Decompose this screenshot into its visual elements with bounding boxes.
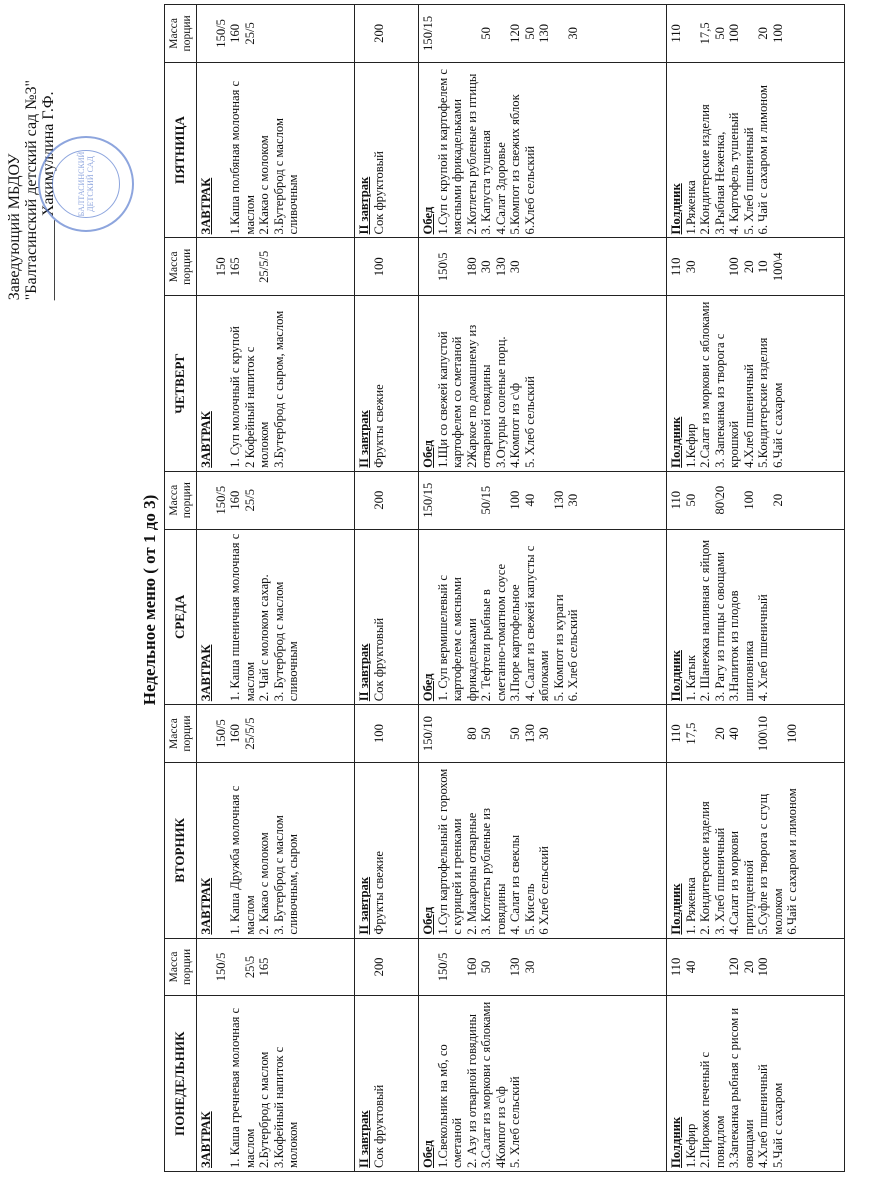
dish-cell-thursday bbox=[355, 296, 419, 472]
dish-cell-wednesday bbox=[419, 529, 667, 705]
mass-value bbox=[465, 475, 480, 526]
dish-cell-friday bbox=[667, 62, 845, 238]
mass-value bbox=[199, 8, 214, 59]
mass-value bbox=[494, 8, 509, 59]
mass-value bbox=[199, 708, 214, 759]
dish-item: 4.Компот из с\ф bbox=[508, 382, 522, 468]
mass-value: 150\5 bbox=[435, 252, 450, 282]
dish-cell-friday bbox=[355, 62, 419, 238]
meal-section-label: Обед bbox=[421, 206, 435, 235]
mass-cell-wednesday bbox=[667, 471, 845, 529]
approval-line-2: "Балтасинский детский сад №3" bbox=[23, 80, 40, 301]
dish-item: 2.Кондитерские изделия bbox=[698, 104, 712, 235]
mass-value: 25/5 bbox=[242, 22, 257, 45]
dish-item: 3.Рыбная Неженка, bbox=[712, 131, 727, 235]
mass-value: 180 bbox=[464, 257, 479, 277]
mass-value: 50 bbox=[522, 27, 537, 40]
dish-item: Сок фруктовый bbox=[371, 1084, 386, 1168]
mass-value: 50 bbox=[683, 493, 698, 507]
dish-item: Сок фруктовый bbox=[371, 617, 386, 702]
dish-item: 3. Бутерброд с маслом сливочным bbox=[271, 581, 300, 702]
dish-item: 2. Шанежка наливная с яйцом bbox=[698, 539, 712, 702]
mass-value bbox=[450, 241, 465, 292]
mass-value: 30 bbox=[508, 260, 522, 274]
dish-item bbox=[214, 999, 229, 1168]
document-header bbox=[0, 0, 180, 1200]
dish-item: 6. Хлеб сельский bbox=[566, 609, 580, 702]
dish-item: 4.Салат из моркови припущенной bbox=[727, 830, 756, 935]
mass-value bbox=[450, 942, 465, 993]
dish-item: 2.Бутерброд с маслом bbox=[257, 1051, 271, 1168]
mass-value bbox=[552, 8, 567, 59]
meal-section-label: Обед bbox=[421, 673, 435, 702]
mass-value: 20 bbox=[741, 960, 756, 974]
header-day-friday: ПЯТНИЦА bbox=[165, 62, 197, 238]
mass-value bbox=[698, 942, 713, 993]
dish-cell-wednesday bbox=[197, 529, 355, 705]
mass-value: 20 bbox=[756, 27, 770, 40]
mass-cell-tuesday bbox=[355, 705, 419, 763]
mass-value: 50 bbox=[479, 27, 493, 40]
dish-item: 3.Пюре картофельное bbox=[508, 584, 522, 702]
mass-value: 50 bbox=[508, 727, 522, 740]
dish-item: 5.Компот из свежих яблок bbox=[508, 94, 522, 235]
mass-value: 150/10 bbox=[421, 716, 435, 752]
mass-value: 17,5 bbox=[683, 722, 698, 745]
dish-item: 6.Хлеб сельский bbox=[522, 145, 537, 235]
dish-cell-thursday bbox=[419, 296, 667, 472]
dish-item: Сок фруктовый bbox=[371, 151, 386, 235]
dish-item: 2. Макароны отварные bbox=[464, 812, 479, 935]
mass-value: 130 bbox=[493, 257, 508, 277]
mass-value: 200 bbox=[371, 490, 386, 510]
dish-item: 3.Бутерброд с маслом сливочным bbox=[271, 118, 300, 235]
mass-value: 160 bbox=[228, 724, 242, 744]
mass-value bbox=[436, 475, 451, 526]
dish-item: 1. Катык bbox=[683, 655, 698, 702]
mass-value: 110 bbox=[669, 490, 683, 510]
menu-row bbox=[667, 5, 845, 1172]
mass-value: 100\4 bbox=[770, 252, 785, 282]
header-day-tuesday: ВТОРНИК bbox=[165, 762, 197, 938]
mass-value: 20 bbox=[712, 727, 727, 740]
mass-value: 100 bbox=[371, 724, 386, 744]
header-day-wednesday: СРЕДА bbox=[165, 529, 197, 705]
mass-value: 165 bbox=[257, 957, 271, 977]
mass-cell-wednesday bbox=[197, 471, 355, 529]
meal-section-label: II завтрак bbox=[357, 876, 371, 935]
mass-value: 100 bbox=[371, 257, 386, 277]
mass-value bbox=[357, 475, 372, 526]
header-mass: Масса порции bbox=[165, 238, 197, 296]
dish-item: 5. Хлеб сельский bbox=[508, 1076, 522, 1168]
dish-item: 5. Хлеб сельский bbox=[522, 376, 537, 468]
mass-value: 100 bbox=[785, 724, 799, 744]
mass-value: 200 bbox=[371, 23, 386, 43]
dish-item: 1.Свекольник на мб, со сметаной bbox=[435, 1044, 464, 1168]
mass-value: 50/15 bbox=[479, 485, 493, 515]
mass-value bbox=[199, 942, 214, 993]
mass-value: 165 bbox=[228, 257, 242, 277]
mass-value: 25/5/5 bbox=[257, 250, 271, 283]
dish-item: 4Компот из с\ф bbox=[493, 1086, 508, 1168]
mass-value bbox=[357, 708, 372, 759]
mass-cell-friday bbox=[355, 5, 419, 63]
mass-value: 110 bbox=[669, 957, 683, 977]
dish-item: 2. Кондитерские изделия bbox=[698, 801, 712, 935]
dish-cell-friday bbox=[197, 62, 355, 238]
dish-item: 5.Суфле из творога с сгущ молоком bbox=[756, 793, 785, 935]
dish-item: 1.Суп с крупой и картофелем с мясными фрикадельками bbox=[435, 69, 464, 235]
mass-value: 10 bbox=[756, 260, 770, 274]
mass-value: 130 bbox=[537, 23, 551, 43]
mass-cell-monday bbox=[667, 938, 845, 996]
dish-item: 3.Запеканка рыбная с рисом и овощами bbox=[727, 1007, 756, 1168]
mass-value bbox=[357, 241, 372, 292]
mass-value: 160 bbox=[228, 490, 242, 510]
mass-value: 30 bbox=[522, 960, 537, 974]
mass-value bbox=[436, 708, 451, 759]
dish-item: 2. Чай с молоком сахар. bbox=[257, 574, 271, 702]
meal-section-label: ЗАВТРАК bbox=[199, 411, 213, 468]
mass-value bbox=[771, 708, 786, 759]
dish-item: 4.Салат Здоровье bbox=[493, 142, 508, 235]
mass-value: 25\5 bbox=[242, 955, 257, 979]
dish-item: 3.Бутерброд с сыром, маслом bbox=[271, 310, 286, 468]
dish-item: 6.Чай с сахаром bbox=[770, 382, 785, 468]
mass-value bbox=[228, 942, 243, 993]
mass-value: 160 bbox=[228, 23, 242, 43]
meal-section-label: Полдник bbox=[669, 883, 683, 935]
menu-row bbox=[197, 5, 355, 1172]
mass-value bbox=[494, 475, 509, 526]
dish-item: 5. Хлеб пшеничный bbox=[741, 127, 756, 235]
dish-item: 2. Азу из отварной говядины bbox=[464, 1013, 479, 1168]
mass-value: 80 bbox=[464, 727, 479, 740]
mass-value: 100 bbox=[727, 257, 741, 277]
mass-value: 40 bbox=[683, 960, 698, 974]
mass-value: 110 bbox=[669, 724, 683, 743]
dish-item: 2.Какао с молоком bbox=[257, 135, 271, 235]
mass-value bbox=[698, 241, 713, 292]
stamp-seal bbox=[38, 136, 134, 232]
mass-value: 100 bbox=[508, 490, 522, 510]
dish-item: 1. Ряженка bbox=[683, 877, 698, 935]
mass-value: 200 bbox=[371, 957, 386, 977]
dish-item: 3. Рагу из птицы с овощами bbox=[712, 552, 727, 702]
dish-cell-thursday bbox=[197, 296, 355, 472]
mass-cell-friday bbox=[419, 5, 667, 63]
mass-cell-wednesday bbox=[419, 471, 667, 529]
mass-value bbox=[494, 708, 509, 759]
mass-value: 100 bbox=[727, 23, 741, 43]
dish-cell-monday bbox=[419, 996, 667, 1172]
mass-value bbox=[756, 475, 771, 526]
mass-value bbox=[357, 8, 372, 59]
header-mass: Масса порции bbox=[165, 471, 197, 529]
meal-section-label: ЗАВТРАК bbox=[199, 644, 213, 702]
mass-value bbox=[713, 241, 728, 292]
dish-item: 1.Каша полбяная молочная с маслом bbox=[228, 80, 257, 235]
dish-cell-monday bbox=[197, 996, 355, 1172]
dish-item: 3. Капуста тушеная bbox=[479, 130, 493, 235]
mass-value: 120 bbox=[508, 23, 522, 43]
mass-value: 150/15 bbox=[421, 482, 435, 518]
dish-item: 4. Хлеб пшеничный bbox=[756, 594, 770, 702]
mass-value: 40 bbox=[522, 493, 537, 507]
dish-cell-friday bbox=[419, 62, 667, 238]
dish-item: 3. Котлеты рубленые из говядины bbox=[479, 808, 508, 935]
dish-item: 6 Хлеб сельский bbox=[537, 846, 551, 935]
dish-item: 1. Суп молочный с крупой bbox=[228, 326, 242, 468]
header-day-monday: ПОНЕДЕЛЬНИК bbox=[165, 996, 197, 1172]
dish-item: 4. Картофель тушеный bbox=[727, 112, 741, 235]
mass-value bbox=[436, 8, 451, 59]
dish-item: 3.Салат из моркови с яблоками bbox=[479, 1001, 493, 1168]
dish-item: 3.Кофейный напиток с молоком bbox=[271, 1046, 300, 1168]
mass-value: 20 bbox=[741, 260, 756, 274]
mass-cell-tuesday bbox=[419, 705, 667, 763]
mass-value: 25/5 bbox=[242, 488, 257, 512]
header-day-thursday: ЧЕТВЕРГ bbox=[165, 296, 197, 472]
dish-item bbox=[214, 533, 229, 702]
meal-section-label: Обед bbox=[421, 906, 435, 935]
dish-item: 6. Чай с сахаром и лимоном bbox=[756, 84, 770, 235]
dish-item: 3. Запеканка из творога с крошкой bbox=[712, 333, 741, 468]
dish-item: 1. Каша Дружба молочная с маслом bbox=[228, 785, 257, 935]
mass-value: 110 bbox=[669, 24, 683, 43]
mass-value: 30 bbox=[566, 493, 580, 507]
dish-item bbox=[214, 766, 229, 935]
dish-item: 1.Щи со свежей капустой картофелем со сметаной bbox=[435, 331, 464, 468]
mass-cell-monday bbox=[355, 938, 419, 996]
menu-row bbox=[419, 5, 667, 1172]
dish-item: 3.Огурцы соленые порц. bbox=[493, 336, 508, 468]
mass-value bbox=[494, 942, 509, 993]
mass-value: 150/15 bbox=[421, 15, 435, 51]
mass-value bbox=[199, 241, 214, 292]
mass-value bbox=[450, 8, 465, 59]
mass-value: 30 bbox=[683, 260, 698, 274]
dish-cell-tuesday bbox=[667, 762, 845, 938]
mass-cell-wednesday bbox=[355, 471, 419, 529]
mass-cell-thursday bbox=[419, 238, 667, 296]
menu-table bbox=[164, 4, 845, 1172]
mass-value: 25/5/5 bbox=[242, 717, 257, 750]
dish-item: 1. Каша гречневая молочная с маслом bbox=[228, 1007, 257, 1168]
mass-cell-monday bbox=[419, 938, 667, 996]
mass-value: 150/5 bbox=[435, 952, 450, 982]
dish-item: 2.Котлеты рубленые из птицы bbox=[464, 73, 479, 235]
mass-value: 50 bbox=[479, 727, 493, 740]
approval-line-1: Заведующий МБДОУ bbox=[6, 153, 23, 301]
dish-item: 6.Чай с сахаром и лимоном bbox=[785, 788, 799, 935]
dish-cell-wednesday bbox=[355, 529, 419, 705]
dish-cell-monday bbox=[667, 996, 845, 1172]
mass-value: 130 bbox=[551, 490, 566, 510]
dish-cell-tuesday bbox=[355, 762, 419, 938]
meal-section-label: ЗАВТРАК bbox=[199, 1111, 213, 1168]
mass-cell-thursday bbox=[355, 238, 419, 296]
dish-item: 3.Напиток из плодов шиповника bbox=[727, 590, 756, 702]
mass-cell-tuesday bbox=[197, 705, 355, 763]
header-mass: Масса порции bbox=[165, 705, 197, 763]
dish-item: 2. Тефтели рыбные в сметанно-томатном соусе bbox=[479, 563, 508, 702]
mass-value: 150 bbox=[213, 257, 228, 277]
meal-section-label: Обед bbox=[421, 1140, 435, 1168]
dish-item: 3. Бутерброд с маслом сливочным, сыром bbox=[271, 815, 300, 935]
mass-value: 130 bbox=[508, 957, 522, 977]
meal-section-label: Полдник bbox=[669, 1116, 683, 1168]
mass-value: 100 bbox=[741, 490, 756, 510]
mass-cell-thursday bbox=[197, 238, 355, 296]
mass-cell-thursday bbox=[667, 238, 845, 296]
meal-section-label: II завтрак bbox=[357, 1110, 371, 1168]
mass-value: 30 bbox=[566, 27, 580, 40]
menu-body bbox=[197, 5, 845, 1172]
meal-section-label: II завтрак bbox=[357, 643, 371, 702]
mass-value: 100 bbox=[756, 957, 770, 977]
dish-item: 5. Компот из кураги bbox=[551, 594, 566, 702]
mass-value: 100\10 bbox=[756, 716, 770, 752]
mass-value: 100 bbox=[770, 23, 785, 43]
dish-item: Фрукты свежие bbox=[371, 851, 386, 935]
mass-value: 80\20 bbox=[712, 485, 727, 515]
dish-item: 1.Кефир bbox=[683, 1123, 698, 1168]
header-mass: Масса порции bbox=[165, 938, 197, 996]
mass-cell-friday bbox=[667, 5, 845, 63]
mass-cell-tuesday bbox=[667, 705, 845, 763]
mass-value: 110 bbox=[669, 257, 683, 276]
dish-cell-wednesday bbox=[667, 529, 845, 705]
mass-value bbox=[465, 8, 480, 59]
mass-value bbox=[727, 475, 742, 526]
mass-value: 120 bbox=[727, 957, 741, 977]
mass-value: 40 bbox=[727, 727, 741, 740]
dish-item: 1.Ряженка bbox=[683, 180, 698, 235]
mass-value bbox=[421, 942, 436, 993]
meal-section-label: II завтрак bbox=[357, 410, 371, 468]
mass-value: 150/5 bbox=[213, 485, 228, 515]
header-mass: Масса порции bbox=[165, 5, 197, 63]
dish-item: 5.Чай с сахаром bbox=[770, 1082, 785, 1168]
dish-item: 1.Суп картофельный с горохом с курицей и гренками bbox=[435, 768, 464, 935]
meal-section-label: II завтрак bbox=[357, 176, 371, 235]
mass-value: 20 bbox=[770, 493, 785, 507]
mass-value bbox=[684, 8, 699, 59]
mass-value bbox=[698, 708, 713, 759]
dish-item: 4. Салат из свеклы bbox=[508, 834, 522, 935]
mass-value: 150/5 bbox=[213, 19, 228, 48]
dish-item: 4.Хлеб пшеничный bbox=[741, 364, 756, 468]
dish-item: 2 Кофейный напиток с молоком bbox=[242, 346, 271, 468]
mass-value bbox=[713, 942, 728, 993]
mass-cell-monday bbox=[197, 938, 355, 996]
stamp-inner: БАЛТАСИНСКИЙ ДЕТСКИЙ САД bbox=[52, 150, 120, 218]
mass-cell-friday bbox=[197, 5, 355, 63]
mass-value: 160 bbox=[464, 957, 479, 977]
mass-value: 17,5 bbox=[698, 22, 712, 45]
dish-cell-monday bbox=[355, 996, 419, 1172]
dish-item: 2. Какао с молоком bbox=[257, 832, 271, 935]
dish-item: 1.Кефир bbox=[683, 423, 698, 468]
dish-item: 5.Кондитерские изделия bbox=[756, 337, 770, 468]
dish-cell-tuesday bbox=[197, 762, 355, 938]
mass-value: 50 bbox=[479, 960, 493, 974]
dish-item bbox=[214, 66, 229, 235]
dish-item: 2.Пирожок печеный с повидлом bbox=[698, 1051, 727, 1168]
dish-item: 4. Салат из свежей капусты с яблоками bbox=[522, 545, 551, 702]
dish-item: 1. Суп вермишелевый с картофелем с мясными фрикадельками bbox=[435, 575, 479, 702]
meal-section-label: ЗАВТРАК bbox=[199, 177, 213, 235]
dish-item: 3. Хлеб пшеничный bbox=[712, 827, 727, 935]
meal-section-label: Полдник bbox=[669, 183, 683, 235]
mass-value: 130 bbox=[522, 724, 537, 744]
dish-cell-thursday bbox=[667, 296, 845, 472]
menu-row bbox=[355, 5, 419, 1172]
dish-item: Фрукты свежие bbox=[371, 384, 386, 468]
dish-item bbox=[214, 299, 229, 468]
meal-section-label: Полдник bbox=[669, 416, 683, 468]
mass-value bbox=[243, 241, 258, 292]
mass-value: 30 bbox=[479, 260, 493, 274]
dish-item: 4.Хлеб пшеничный bbox=[756, 1064, 770, 1168]
mass-value: 150/5 bbox=[213, 952, 228, 982]
dish-item: 5. Кисель bbox=[522, 883, 537, 935]
dish-cell-tuesday bbox=[419, 762, 667, 938]
dish-item: 1. Каша пшеничная молочная с маслом bbox=[228, 533, 257, 702]
mass-value bbox=[357, 942, 372, 993]
mass-value bbox=[742, 708, 757, 759]
mass-value: 150/5 bbox=[213, 719, 228, 748]
mass-value bbox=[537, 475, 552, 526]
mass-value: 30 bbox=[537, 727, 551, 740]
mass-value bbox=[450, 475, 465, 526]
meal-section-label: Полдник bbox=[669, 650, 683, 702]
mass-value bbox=[421, 241, 436, 292]
mass-value bbox=[199, 475, 214, 526]
page-title: Недельное меню ( от 1 до 3) bbox=[140, 494, 159, 706]
dish-item: 2Жаркое по домашнему из отварной говядины bbox=[464, 324, 493, 468]
dish-item: 2.Салат из моркови с яблоками bbox=[698, 301, 712, 468]
mass-value bbox=[742, 8, 757, 59]
meal-section-label: ЗАВТРАК bbox=[199, 877, 213, 935]
approval-line-3: __________ Хакимуллина Г.Ф. bbox=[40, 91, 57, 301]
mass-value bbox=[450, 708, 465, 759]
header-row bbox=[165, 5, 197, 1172]
meal-section-label: Обед bbox=[421, 440, 435, 468]
mass-value bbox=[698, 475, 713, 526]
mass-value: 50 bbox=[712, 27, 727, 40]
